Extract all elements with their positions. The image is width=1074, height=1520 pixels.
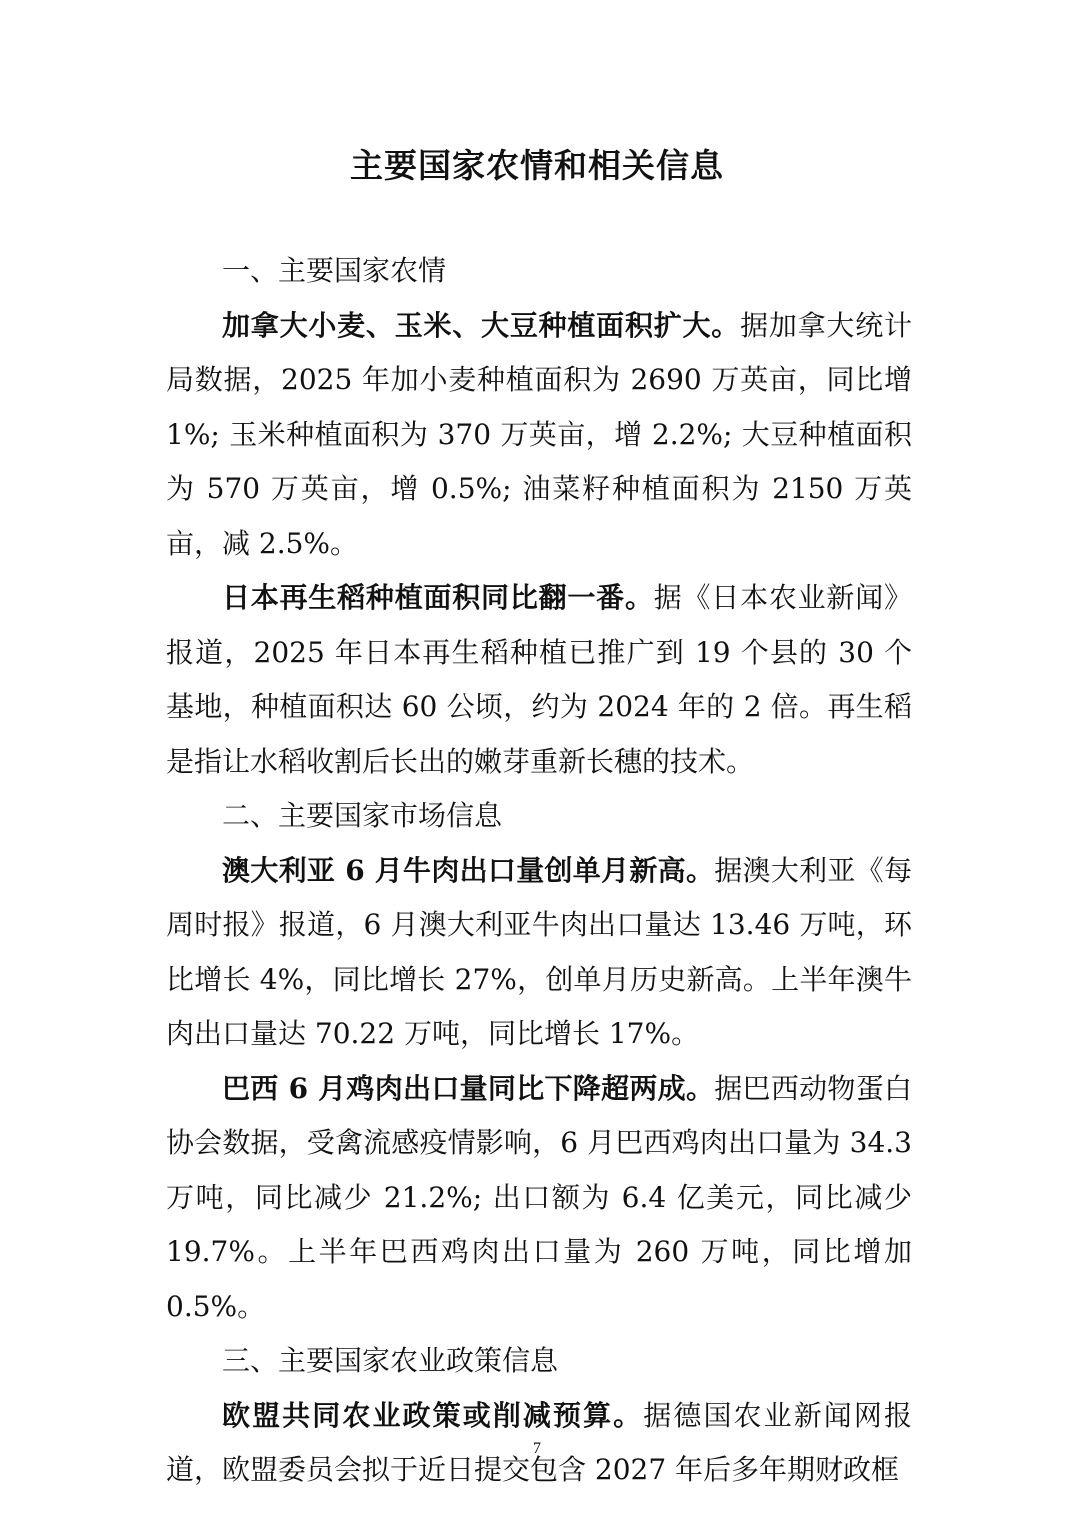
paragraph-japan-ratoon-rice [166,571,912,789]
section-heading-crop-conditions: 一、主要国家农情 [222,254,447,287]
paragraph-body: 据德国农业新闻网报道，欧盟委员会拟于近日提交包含 2027 年后多年期财政框 [166,1398,912,1486]
page-number: 7 [533,1440,541,1457]
paragraph-lead: 澳大利亚 6 月牛肉出口量创单月新高。 [222,853,715,887]
paragraph-lead: 日本再生稻种植面积同比翻一番。 [222,581,654,614]
paragraph-lead: 巴西 6 月鸡肉出口量同比下降超两成。 [222,1071,715,1105]
section-heading-market-info: 二、主要国家市场信息 [222,799,503,832]
paragraph-body: 据《日本农业新闻》报道，2025 年日本再生稻种植已推广到 19 个县的 30 个基地，种植面积达 60 公顷，约为 2024 年的 2 倍。再生稻是指让水稻收割后长出的嫩芽重新长穗的技术。 [166,581,912,778]
paragraph-australia-beef-exports [166,844,912,1062]
section-heading-policy-info: 三、主要国家农业政策信息 [222,1344,559,1377]
paragraph-lead: 加拿大小麦、玉米、大豆种植面积扩大。 [222,308,741,342]
paragraph-canada-planting-area [166,299,912,572]
page-title: 主要国家农情和相关信息 [350,146,724,185]
paragraph-body: 据巴西动物蛋白协会数据，受禽流感疫情影响，6 月巴西鸡肉出口量为 34.3 万吨，同比减少 21.2%; 出口额为 6.4 亿美元，同比减少 19.7%。上半年巴西鸡肉出口量为 260 万吨，同比增加 0.5%。 [166,1071,912,1323]
paragraph-brazil-chicken-exports [166,1062,912,1335]
paragraph-body: 据加拿大统计局数据，2025 年加小麦种植面积为 2690 万英亩，同比增 1%; 玉米种植面积为 370 万英亩，增 2.2%; 大豆种植面积为 570 万英亩，增 0.5%; 油菜籽种植面积为 2150 万英亩，减 2.5%。 [166,308,912,560]
paragraph-lead: 欧盟共同农业政策或削减预算。 [222,1398,644,1432]
document-body [166,244,912,1498]
paragraph-body: 据澳大利亚《每周时报》报道，6 月澳大利亚牛肉出口量达 13.46 万吨，环比增长 4%，同比增长 27%，创单月历史新高。上半年澳牛肉出口量达 70.22 万吨，同比增长 17%。 [166,853,912,1050]
